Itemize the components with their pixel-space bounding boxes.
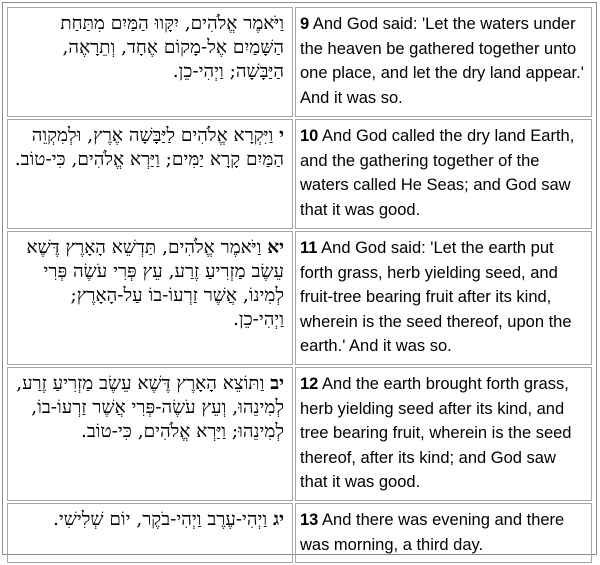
hebrew-verse-text: וַתּוֹצֵא הָאָרֶץ דֶּשֶׁא עֵשֶׂב מַזְרִיעַ זֶרַע, לְמִינֵהוּ, וְעֵץ עֹשֶׂה-פְּרִי אֲשֶׁר זַרְעוֹ-בוֹ, לְמִינֵהוּ; וַיַּרְא אֱלֹהִים, כִּי-טוֹב.: [16, 373, 284, 442]
english-cell: [295, 503, 592, 563]
verse-row-11: [7, 231, 592, 365]
hebrew-cell: [7, 231, 293, 365]
hebrew-verse-text: וַיֹּאמֶר אֱלֹהִים, תַּדְשֵׁא הָאָרֶץ דֶּשֶׁא עֵשֶׂב מַזְרִיעַ זֶרַע, עֵץ פְּרִי עֹשֶׂה פְּרִי לְמִינוֹ, אֲשֶׁר זַרְעוֹ-בוֹ עַל-הָאָרֶץ; וַיְהִי-כֵן.: [26, 237, 284, 330]
hebrew-verse-number: י: [279, 125, 284, 146]
english-cell: [295, 231, 592, 365]
verse-table-frame: [2, 2, 597, 555]
english-verse-text: And God called the dry land Earth, and the gathering together of the waters called He Seas; and God saw that it was good.: [300, 127, 575, 219]
hebrew-verse-number: יא: [267, 237, 284, 258]
english-verse-number: 9: [300, 15, 310, 33]
verse-row-12: [7, 367, 592, 501]
english-verse-text: And there was evening and there was morning, a third day.: [300, 511, 565, 554]
english-cell: [295, 367, 592, 501]
hebrew-cell: [7, 119, 293, 229]
english-verse-text: And the earth brought forth grass, herb yielding seed after its kind, and tree bearing fruit, wherein is the seed thereof, after its kind; and God saw that it was good.: [300, 375, 572, 491]
hebrew-cell: [7, 7, 293, 117]
hebrew-verse-text: וַיִּקְרָא אֱלֹהִים לַיַּבָּשָׁה אֶרֶץ, וּלְמִקְוֵה הַמַּיִם קָרָא יַמִּים; וַיַּרְא אֱלֹהִים, כִּי-טוֹב.: [14, 125, 284, 170]
verse-row-13: [7, 503, 592, 563]
english-cell: [295, 119, 592, 229]
verse-row-9: [7, 7, 592, 117]
english-verse-text: And God said: 'Let the earth put forth grass, herb yielding seed, and fruit-tree bearing fruit after its kind, wherein is the seed thereof, upon the earth.' And it was so.: [300, 239, 572, 355]
english-verse-number: 11: [300, 239, 318, 257]
english-verse-number: 10: [300, 127, 319, 145]
parallel-text-table: [5, 5, 594, 565]
hebrew-cell: [7, 367, 293, 501]
english-verse-number: 13: [300, 511, 319, 529]
english-cell: [295, 7, 592, 117]
english-verse-number: 12: [300, 375, 319, 393]
hebrew-verse-text: וַיְהִי-עֶרֶב וַיְהִי-בֹקֶר, יוֹם שְׁלִישִׁי.: [53, 509, 268, 530]
verse-row-10: [7, 119, 592, 229]
english-verse-text: And God said: 'Let the waters under the heaven be gathered together unto one place, and let the dry land appear.' And it was so.: [300, 15, 584, 107]
hebrew-verse-number: יב: [270, 373, 284, 394]
hebrew-verse-number: יג: [273, 509, 284, 530]
hebrew-cell: [7, 503, 293, 563]
hebrew-verse-text: וַיֹּאמֶר אֱלֹהִים, יִקָּווּ הַמַּיִם מִתַּחַת הַשָּׁמַיִם אֶל-מָקוֹם אֶחָד, וְתֵרָאֶה, הַיַּבָּשָׁה; וַיְהִי-כֵן.: [60, 13, 284, 82]
